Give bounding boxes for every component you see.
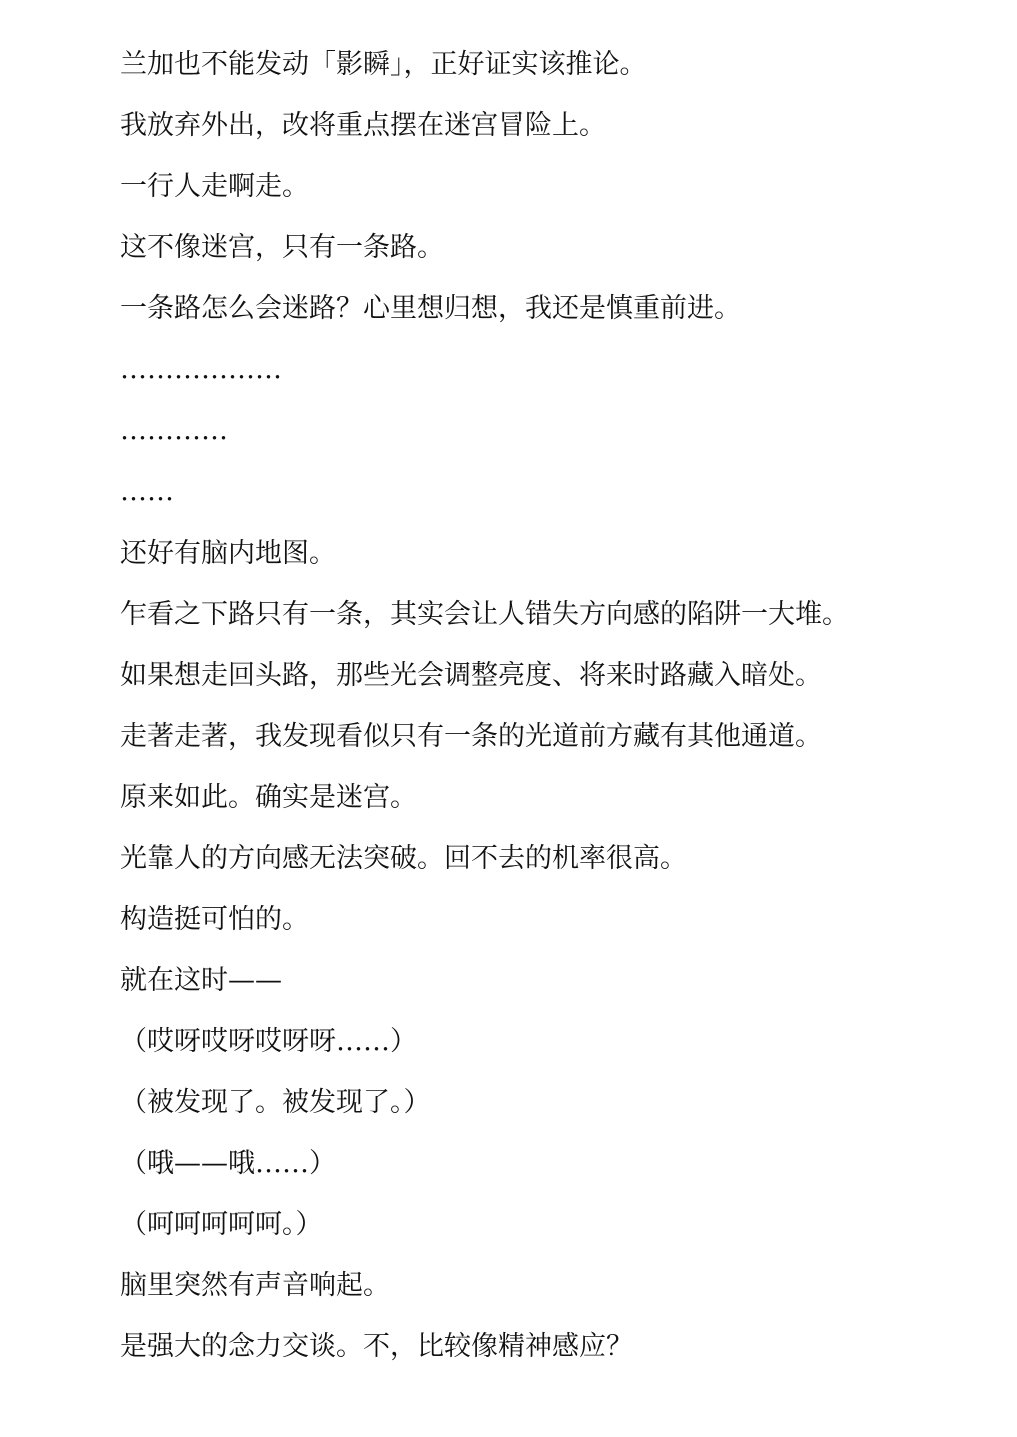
ellipsis-line: …… (120, 476, 174, 507)
ellipsis-line: ………… (120, 415, 228, 446)
text-line: 走著走著，我发现看似只有一条的光道前方藏有其他通道。 (120, 721, 822, 752)
text-line: 还好有脑内地图。 (120, 538, 336, 569)
text-line: 这不像迷宫，只有一条路。 (120, 232, 444, 263)
text-line: 我放弃外出，改将重点摆在迷宫冒险上。 (120, 110, 606, 141)
text-line: 构造挺可怕的。 (120, 904, 309, 935)
text-line: 一行人走啊走。 (120, 171, 309, 202)
text-line: 乍看之下路只有一条，其实会让人错失方向感的陷阱一大堆。 (120, 599, 849, 630)
text-line: 原来如此。确实是迷宫。 (120, 782, 417, 813)
dialogue-line: （哎呀哎呀哎呀呀……） (120, 1026, 417, 1057)
text-line: 就在这时—— (120, 965, 282, 996)
dialogue-line: （哦——哦……） (120, 1148, 336, 1179)
text-line: 一条路怎么会迷路？心里想归想，我还是慎重前进。 (120, 293, 741, 324)
text-line: 如果想走回头路，那些光会调整亮度、将来时路藏入暗处。 (120, 660, 822, 691)
text-line: 是强大的念力交谈。不，比较像精神感应？ (120, 1331, 633, 1362)
dialogue-line: （被发现了。被发现了。） (120, 1087, 431, 1118)
text-line: 光靠人的方向感无法突破。回不去的机率很高。 (120, 843, 687, 874)
dialogue-line: （呵呵呵呵呵。） (120, 1209, 323, 1240)
text-line: 兰加也不能发动「影瞬」，正好证实该推论。 (120, 49, 647, 80)
ellipsis-line: ……………… (120, 354, 282, 385)
text-line: 脑里突然有声音响起。 (120, 1270, 390, 1301)
